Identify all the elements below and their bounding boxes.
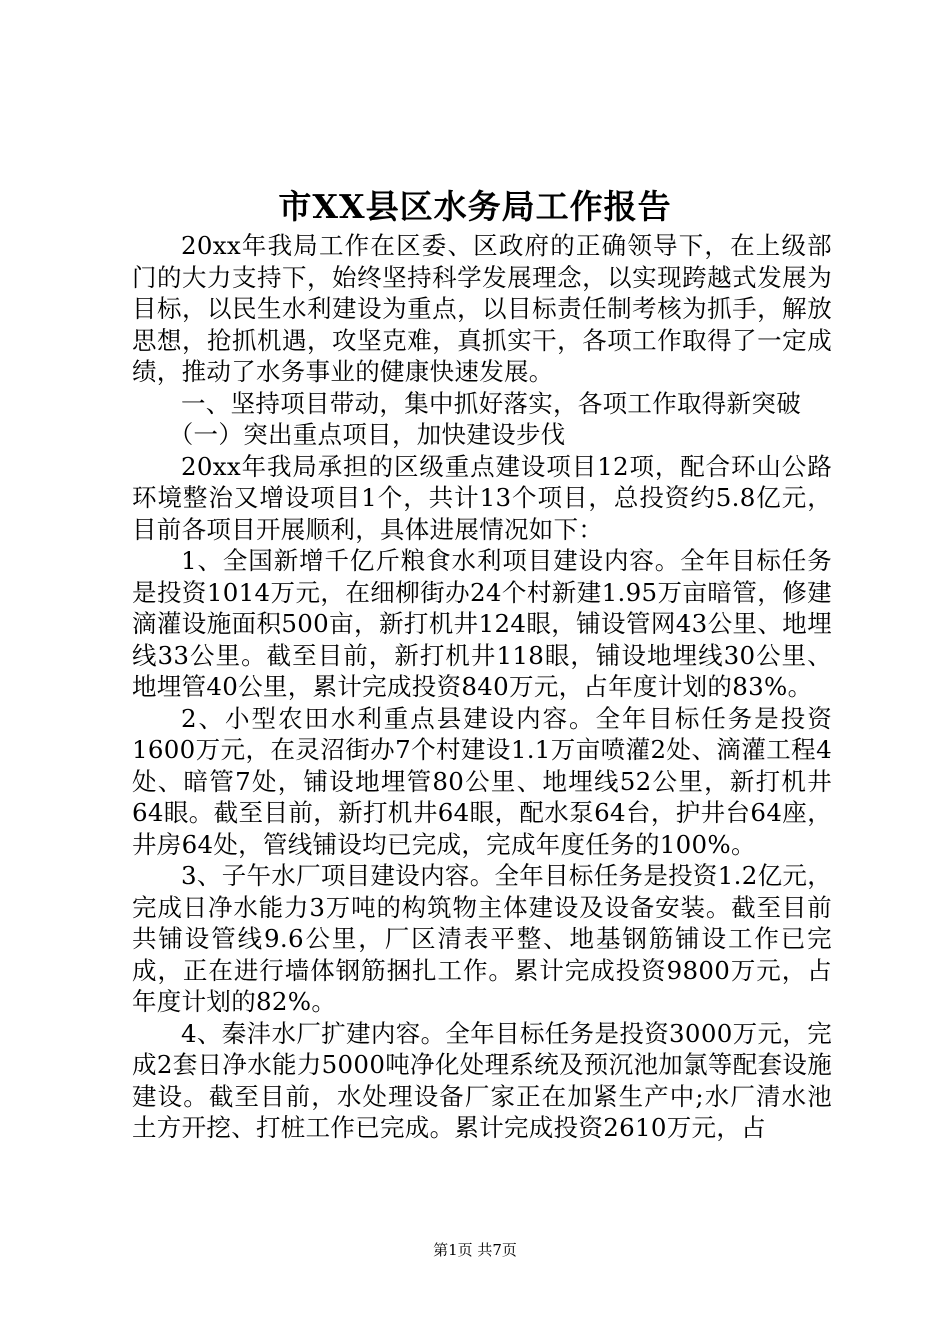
paragraph-item-2: 2、小型农田水利重点县建设内容。全年目标任务是投资1600万元，在灵沼街办7个村建设1.1万亩喷灌2处、滴灌工程4处、暗管7处，铺设地埋管80公里、地埋线52公里，新打机井64眼。截至目前，新打机井64眼，配水泵64台，护井台64座，井房64处，管线铺设均已完成，完成年度任务的100%。	[132, 703, 832, 859]
paragraph-item-4: 4、秦沣水厂扩建内容。全年目标任务是投资3000万元，完成2套日净水能力5000吨净化处理系统及预沉池加氯等配套设施建设。截至目前，水处理设备厂家正在加紧生产中;水厂清水池土方开挖、打桩工作已完成。累计完成投资2610万元，占	[132, 1018, 832, 1142]
paragraph-overview: 20xx年我局承担的区级重点建设项目12项，配合环山公路环境整治又增设项目1个，共计13个项目，总投资约5.8亿元，目前各项目开展顺利，具体进展情况如下：	[132, 451, 832, 544]
document-body	[132, 230, 832, 1144]
paragraph-intro: 20xx年我局工作在区委、区政府的正确领导下，在上级部门的大力支持下，始终坚持科学发展理念，以实现跨越式发展为目标，以民生水利建设为重点，以目标责任制考核为抓手，解放思想，抢抓机遇，攻坚克难，真抓实干，各项工作取得了一定成绩，推动了水务事业的健康快速发展。	[132, 231, 832, 386]
section-heading: 一、坚持项目带动，集中抓好落实，各项工作取得新突破	[181, 388, 801, 418]
paragraph-item-3: 3、子午水厂项目建设内容。全年目标任务是投资1.2亿元，完成日净水能力3万吨的构筑物主体建设及设备安装。截至目前共铺设管线9.6公里，厂区清表平整、地基钢筋铺设工作已完成，正在进行墙体钢筋捆扎工作。累计完成投资9800万元，占年度计划的82%。	[132, 861, 832, 1016]
document-title: 市XX县区水务局工作报告	[278, 187, 672, 226]
subsection-heading: （一）突出重点项目，加快建设步伐	[168, 420, 566, 449]
page-footer: 第1页 共7页	[433, 1241, 517, 1259]
paragraph-item-1: 1、全国新增千亿斤粮食水利项目建设内容。全年目标任务是投资1014万元，在细柳街办24个村新建1.95万亩暗管，修建滴灌设施面积500亩，新打机井124眼，铺设管网43公里、地埋线33公里。截至目前，新打机井118眼，铺设地埋线30公里、地埋管40公里，累计完成投资840万元，占年度计划的83%。	[132, 546, 832, 701]
